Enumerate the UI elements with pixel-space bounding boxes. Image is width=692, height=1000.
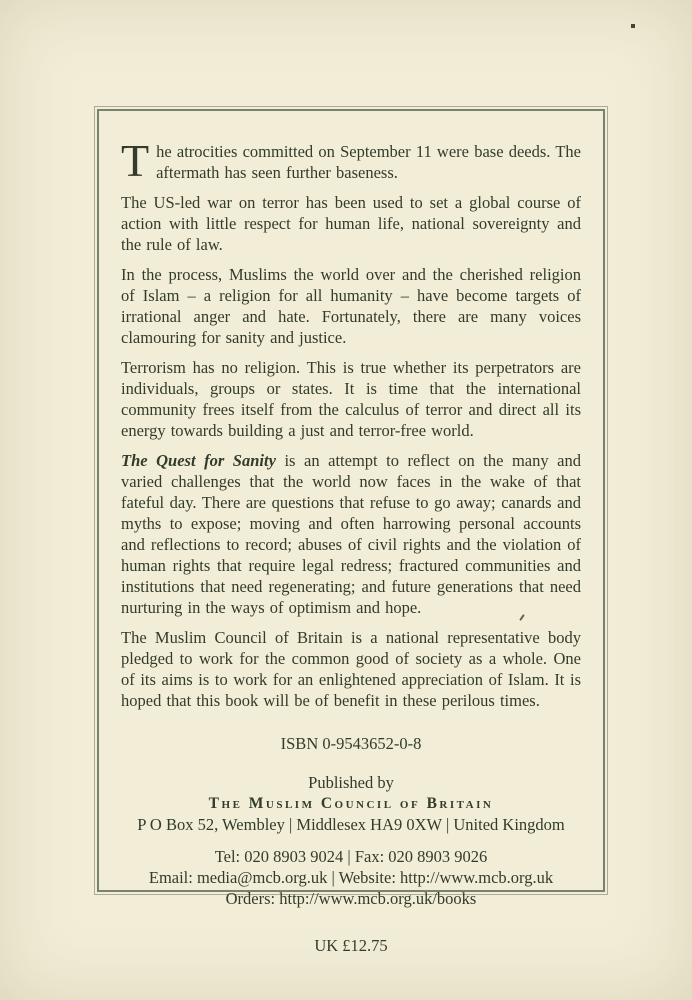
blurb-paragraph-1-text: he atrocities committed on September 11 were base deeds. The aftermath has seen further baseness.	[156, 142, 581, 182]
contact-block	[121, 846, 581, 909]
blurb-paragraph-5-text: is an attempt to reflect on the many and varied challenges that the world now faces in the wake of that fateful day. There are questions that refuse to go away; canards and myths to expose; moving and often harrowing personal accounts and reflections to record; abuses of civil rights and the violation of human rights that require legal redress; fractured communities and institutions that need regenerating; and future generations that need nurturing in the ways of optimism and hope.	[121, 451, 581, 617]
blurb-paragraph-4: Terrorism has no religion. This is true whether its perpetrators are individuals, groups or states. It is time that the international community frees itself from the calculus of terror and direct all its energy towards building a just and terror-free world.	[121, 358, 581, 440]
blurb-paragraph-3: In the process, Muslims the world over and the cherished religion of Islam – a religion for all humanity – have become targets of irrational anger and hate. Fortunately, there are many voices clamouring for sanity and justice.	[121, 265, 581, 347]
drop-cap: T	[121, 135, 150, 186]
print-speck	[631, 24, 635, 28]
blurb-paragraph-1	[121, 135, 581, 186]
blurb-paragraph-2: The US-led war on terror has been used to set a global course of action with little respect for human life, national sovereignty and the rule of law.	[121, 193, 581, 254]
published-by-label: Published by	[308, 773, 394, 792]
blurb-paragraph-6: The Muslim Council of Britain is a national representative body pledged to work for the common good of society as a whole. One of its aims is to work for an enlightened appreciation of Islam. It is hoped that this book will be of benefit in these perilous times.	[121, 628, 581, 710]
decorative-border-inner	[97, 109, 605, 955]
book-title: The Quest for Sanity	[121, 451, 276, 470]
email-website-line: Email: media@mcb.org.uk | Website: http://www.mcb.org.uk	[148, 868, 554, 887]
cover-text-area	[99, 111, 603, 955]
decorative-border-outer	[94, 106, 608, 955]
orders-line: Orders: http://www.mcb.org.uk/books	[225, 889, 477, 908]
price: UK £12.75	[314, 936, 388, 955]
blurb-paragraph-5	[121, 450, 581, 618]
tel-fax-line: Tel: 020 8903 9024 | Fax: 020 8903 9026	[214, 847, 488, 866]
publisher-address: P O Box 52, Wembley | Middlesex HA9 0XW | United Kingdom	[137, 815, 565, 834]
isbn-line: ISBN 0-9543652-0-8	[280, 734, 422, 753]
publisher-name: The Muslim Council of Britain	[208, 795, 494, 812]
publisher-block	[121, 772, 581, 835]
